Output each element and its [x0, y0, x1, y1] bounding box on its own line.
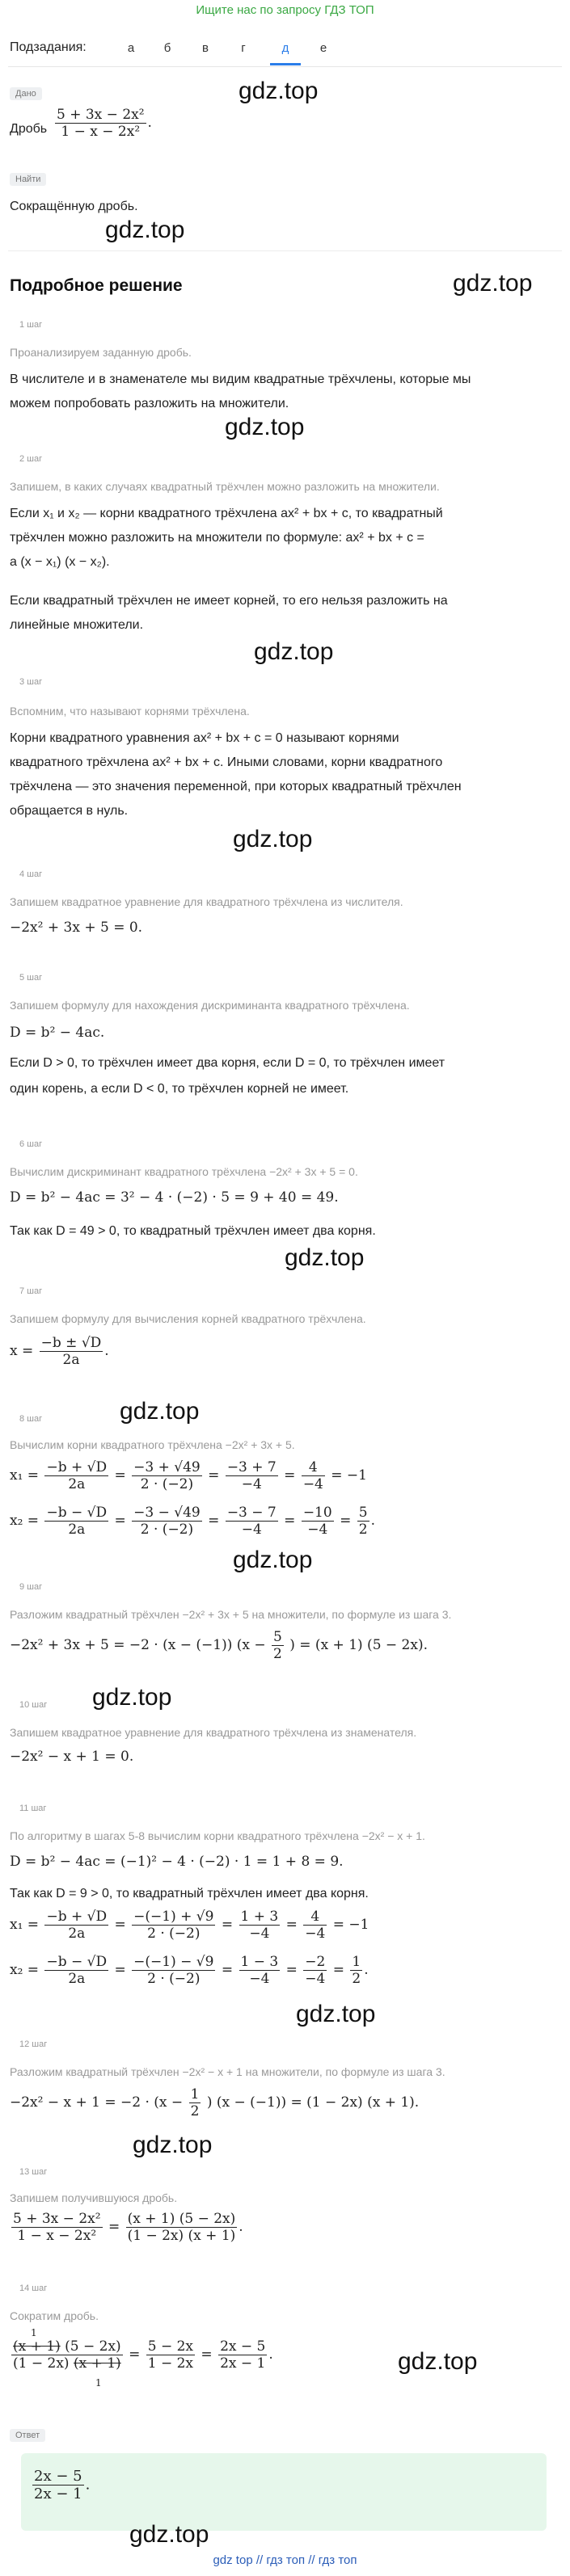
step-hint: Сократим дробь. — [10, 2309, 99, 2322]
formula-lhs: x = — [10, 1343, 34, 1359]
frac-den: 2 — [358, 1522, 368, 1538]
step-header: 14 шаг — [19, 2283, 48, 2293]
frac-den: 2a — [62, 1352, 80, 1368]
root-x2: x₂ = $\frac{-b - √D}{2a}$ = $\frac{-3 - √49}{2 \cdot (-2)}$ = $\frac{-3 - 7}{-4}$ = $\frac{-10}{-4}$ = $\frac{5}{2}$ . — [10, 1505, 375, 1538]
frac-den: 2a — [68, 1926, 86, 1942]
answer-box — [21, 2453, 547, 2531]
given-tail: . — [147, 115, 152, 131]
frac-den: 2 — [190, 2103, 200, 2119]
step-text: a (x − x₁) (x − x₂). — [10, 555, 110, 569]
root-value: = −1 — [331, 1467, 367, 1484]
tab-b[interactable]: б — [163, 41, 171, 55]
cancel-mark: 1 — [31, 2327, 37, 2338]
frac-num: −3 + √49 — [133, 1459, 201, 1475]
root-x1: x₁ = $\frac{-b + √D}{2a}$ = $\frac{-(-1) + √9}{2 \cdot (-2)}$ = $\frac{1 + 3}{-4}$ = $\frac{4}{-4}$ = −1 — [10, 1909, 369, 1942]
frac-num: 5 — [358, 1505, 368, 1521]
frac-den: −4 — [241, 1522, 262, 1538]
divider — [8, 250, 562, 251]
step-text: трёхчлен можно разложить на множители по формуле: ax² + bx + c = — [10, 531, 424, 545]
step-header: 6 шаг — [19, 1139, 43, 1149]
step-header: 11 шаг — [19, 1804, 47, 1813]
factor: (1 − 2x) — [13, 2355, 74, 2372]
watermark: gdz.top — [105, 217, 185, 243]
watermark: gdz.top — [239, 78, 319, 104]
frac-num: 2x − 5 — [220, 2338, 266, 2355]
step-text: Корни квадратного уравнения ax² + bx + c = 0 называют корнями — [10, 731, 399, 745]
frac-den: −4 — [307, 1522, 328, 1538]
combined-fraction: $\frac{\text{5 + 3x − 2x²}}{\text{1 − x − 2x²}}$ = $\frac{(x + 1) (5 - 2x)}{(1 - 2x) (x + 1)}$ . — [13, 2211, 243, 2244]
factor: (5 − 2x) — [60, 2338, 121, 2355]
frac-den: −4 — [249, 1971, 270, 1987]
step-header: 13 шаг — [19, 2167, 48, 2177]
watermark: gdz.top — [453, 270, 533, 297]
frac-den: 2 — [273, 1646, 282, 1662]
frac-num: 5 + 3x − 2x² — [13, 2211, 101, 2227]
given-label: Дробь — [10, 122, 48, 136]
frac-num: −b + √D — [46, 1909, 108, 1925]
step-hint: Запишем квадратное уравнение для квадратного трёхчлена из числителя. — [10, 895, 403, 908]
root-value: = −1 — [332, 1917, 369, 1933]
root-tail: . — [364, 1962, 369, 1978]
watermark: gdz.top — [233, 826, 313, 852]
step-text: можем попробовать разложить на множители. — [10, 397, 289, 410]
step-hint: Вычислим дискриминант квадратного трёхчлена −2x² + 3x + 5 = 0. — [10, 1165, 358, 1178]
given-num: 5 + 3x − 2x² — [57, 107, 145, 123]
step-header: 7 шаг — [19, 1286, 43, 1296]
math-part: −2x² − x + 1 = −2 · (x − — [10, 2094, 184, 2111]
frac-den: −4 — [302, 1476, 323, 1492]
math-part: ) = (x + 1) (5 − 2x). — [289, 1637, 428, 1653]
frac-num: 1 + 3 — [240, 1909, 279, 1925]
root-tail: . — [370, 1513, 375, 1529]
frac-num: −(−1) − √9 — [133, 1954, 214, 1970]
step-hint: По алгоритму в шагах 5-8 вычислим корни квадратного трёхчлена −2x² − x + 1. — [10, 1829, 425, 1842]
root-lhs: x₁ = — [10, 1917, 40, 1933]
step-text: линейные множители. — [10, 618, 144, 632]
watermark: gdz.top — [120, 1398, 200, 1425]
watermark: gdz.top — [285, 1244, 365, 1271]
frac-num: −3 − 7 — [226, 1505, 277, 1521]
step-hint: Запишем квадратное уравнение для квадратного трёхчлена из знаменателя. — [10, 1726, 417, 1739]
frac-den: 1 − x − 2x² — [17, 2228, 97, 2244]
frac-den: 2a — [68, 1971, 86, 1987]
math-part: −2x² + 3x + 5 = −2 · (x − (−1)) (x − — [10, 1637, 266, 1653]
frac-den: 2 · (−2) — [140, 1476, 194, 1492]
frac-num: 2x − 5 — [34, 2468, 82, 2485]
frac-num: 1 − 3 — [240, 1954, 279, 1970]
step-header: 9 шаг — [19, 1582, 43, 1592]
root-x2: x₂ = $\frac{-b - √D}{2a}$ = $\frac{-(-1) - √9}{2 \cdot (-2)}$ = $\frac{1 - 3}{-4}$ = $\frac{-2}{-4}$ = $\frac{1}{2}$ . — [10, 1954, 369, 1987]
root-lhs: x₁ = — [10, 1467, 40, 1484]
frac-den: 2a — [68, 1522, 86, 1538]
cancelled-factor: (x + 1) — [73, 2355, 121, 2372]
step-header: 8 шаг — [19, 1414, 43, 1424]
frac-num: 4 — [303, 1909, 327, 1926]
subtask-tabs — [8, 34, 562, 67]
frac-num: −3 − √49 — [133, 1505, 201, 1521]
frac-num: −b ± √D — [40, 1335, 102, 1351]
step-header: 5 шаг — [19, 973, 43, 983]
watermark: gdz.top — [92, 1684, 172, 1711]
step-hint: Запишем получившуюся дробь. — [10, 2191, 178, 2204]
step-math: D = b² − 4ac = (−1)² − 4 · (−2) · 1 = 1 + 8 = 9. — [10, 1854, 344, 1870]
frac-den: −4 — [249, 1926, 270, 1942]
find-badge: Найти — [10, 173, 46, 186]
given-fraction — [53, 107, 152, 140]
step-header: 10 шаг — [19, 1700, 48, 1710]
frac-den: 2 · (−2) — [147, 1926, 201, 1942]
frac-den: 1 − 2x — [147, 2355, 194, 2372]
given-badge: Дано — [10, 87, 42, 100]
step-hint: Вспомним, что называют корнями трёхчлена. — [10, 705, 250, 718]
root-x1: x₁ = $\frac{-b + √D}{2a}$ = $\frac{-3 + √49}{2 \cdot (-2)}$ = $\frac{-3 + 7}{-4}$ = $\frac{4}{-4}$ = −1 — [10, 1459, 367, 1492]
step-text: один корень, а если D < 0, то трёхчлен корней не имеет. — [10, 1082, 349, 1096]
math-tail: . — [239, 2219, 243, 2235]
frac-num: 5 — [273, 1629, 282, 1645]
frac-num: −(−1) + √9 — [133, 1909, 214, 1925]
root-formula — [10, 1335, 109, 1368]
frac-num: −b + √D — [46, 1459, 108, 1475]
factorization-numerator — [10, 1629, 428, 1662]
frac-num: −10 — [302, 1505, 332, 1521]
math-tail: . — [85, 2476, 91, 2494]
frac-num: −b − √D — [46, 1954, 108, 1970]
frac-num: −3 + 7 — [226, 1459, 277, 1475]
frac-den: 2 — [352, 1971, 361, 1987]
watermark: gdz.top — [133, 2132, 213, 2158]
frac-den: 2 · (−2) — [147, 1971, 201, 1987]
step-text: квадратного трёхчлена ax² + bx + c. Иными словами, корни квадратного — [10, 756, 443, 769]
solution-title: Подробное решение — [10, 276, 183, 295]
frac-num: 1 — [190, 2086, 200, 2102]
cancel-mark: 1 — [95, 2377, 102, 2389]
formula-tail: . — [104, 1343, 109, 1359]
frac-num: −2 — [305, 1954, 326, 1970]
tab-e[interactable]: е — [319, 41, 327, 55]
frac-den: 2x − 1 — [34, 2486, 82, 2502]
footer: gdz top // гдз топ // гдз топ — [213, 2553, 357, 2567]
frac-num: 1 — [352, 1954, 361, 1970]
frac-den: 2 · (−2) — [140, 1522, 194, 1538]
watermark: gdz.top — [254, 638, 334, 665]
step-text: Если D > 0, то трёхчлен имеет два корня, если D = 0, то трёхчлен имеет — [10, 1056, 445, 1070]
step-text: обращается в нуль. — [10, 804, 129, 818]
active-tab-indicator — [270, 63, 301, 65]
top-banner: Ищите нас по запросу ГДЗ ТОП — [196, 3, 374, 17]
frac-num: (x + 1) (5 − 2x) — [127, 2211, 236, 2227]
step-math: D = b² − 4ac. — [10, 1025, 105, 1041]
math-tail: . — [268, 2347, 273, 2363]
step-hint: Разложим квадратный трёхчлен −2x² − x + 1 на множители, по формуле из шага 3. — [10, 2065, 445, 2078]
step-header: 2 шаг — [19, 454, 43, 464]
step-hint: Запишем, в каких случаях квадратный трёхчлен можно разложить на множители. — [10, 480, 440, 493]
frac-num: −b − √D — [46, 1505, 108, 1521]
frac-den: −4 — [305, 1926, 326, 1942]
step-hint: Запишем формулу для вычисления корней квадратного трёхчлена. — [10, 1312, 366, 1325]
root-lhs: x₂ = — [10, 1513, 40, 1529]
step-math: −2x² + 3x + 5 = 0. — [10, 920, 143, 936]
subtasks-label: Подзадания: — [10, 40, 87, 54]
frac-den: 2a — [68, 1476, 86, 1492]
tab-d[interactable]: д — [281, 41, 289, 55]
watermark: gdz.top — [233, 1547, 313, 1573]
frac-num: 5 − 2x — [147, 2338, 194, 2355]
step-math: D = b² − 4ac = 3² − 4 · (−2) · 5 = 9 + 40 = 49. — [10, 1189, 339, 1206]
step-hint: Запишем формулу для нахождения дискриминанта квадратного трёхчлена. — [10, 999, 410, 1012]
step-header: 1 шаг — [19, 320, 43, 330]
frac-den: 2x − 1 — [220, 2355, 266, 2372]
step-header: 4 шаг — [19, 869, 43, 879]
answer-badge: Ответ — [10, 2429, 45, 2442]
reduced-fraction: $\frac{(x + 1) (5 - 2x)}{(1 - 2x) (x + 1)}$ = $\frac{5 - 2x}{1 - 2x}$ = $\frac{2x - 5}{2x - 1}$ . — [13, 2338, 273, 2372]
factorization-denominator — [10, 2086, 419, 2119]
step-math: −2x² − x + 1 = 0. — [10, 1749, 134, 1765]
step-header: 12 шаг — [19, 2039, 48, 2049]
step-text: Если квадратный трёхчлен не имеет корней, то его нельзя разложить на — [10, 594, 448, 608]
tab-a[interactable]: а — [127, 41, 135, 55]
find-text: Сокращённую дробь. — [10, 200, 138, 213]
frac-den: −4 — [241, 1476, 262, 1492]
math-part: ) (x − (−1)) = (1 − 2x) (x + 1). — [206, 2094, 420, 2111]
watermark: gdz.top — [225, 414, 305, 440]
cancelled-factor: (x + 1) — [13, 2338, 61, 2355]
step-hint: Разложим квадратный трёхчлен −2x² + 3x + 5 на множители, по формуле из шага 3. — [10, 1608, 452, 1621]
root-lhs: x₂ = — [10, 1962, 40, 1978]
frac-den: −4 — [305, 1971, 326, 1987]
step-text: Если x₁ и x₂ — корни квадратного трёхчлена ax² + bx + c, то квадратный — [10, 507, 443, 520]
answer-fraction — [31, 2468, 90, 2502]
frac-num: 4 — [302, 1459, 325, 1476]
watermark: gdz.top — [129, 2521, 209, 2548]
watermark: gdz.top — [296, 2001, 376, 2027]
step-hint: Проанализируем заданную дробь. — [10, 346, 192, 359]
watermark: gdz.top — [398, 2348, 478, 2375]
step-text: В числителе и в знаменателе мы видим квадратные трёхчлены, которые мы — [10, 373, 471, 386]
step-text: Так как D = 9 > 0, то квадратный трёхчлен имеет два корня. — [10, 1887, 369, 1900]
step-text: Так как D = 49 > 0, то квадратный трёхчлен имеет два корня. — [10, 1224, 376, 1238]
given-den: 1 − x − 2x² — [61, 124, 141, 140]
tab-g[interactable]: г — [241, 41, 246, 55]
tab-v[interactable]: в — [202, 41, 209, 55]
step-text: трёхчлена — это значения переменной, при которых квадратный трёхчлен — [10, 780, 462, 793]
frac-den: (1 − 2x) (x + 1) — [127, 2228, 236, 2244]
step-header: 3 шаг — [19, 677, 43, 687]
step-hint: Вычислим корни квадратного трёхчлена −2x² + 3x + 5. — [10, 1438, 295, 1451]
